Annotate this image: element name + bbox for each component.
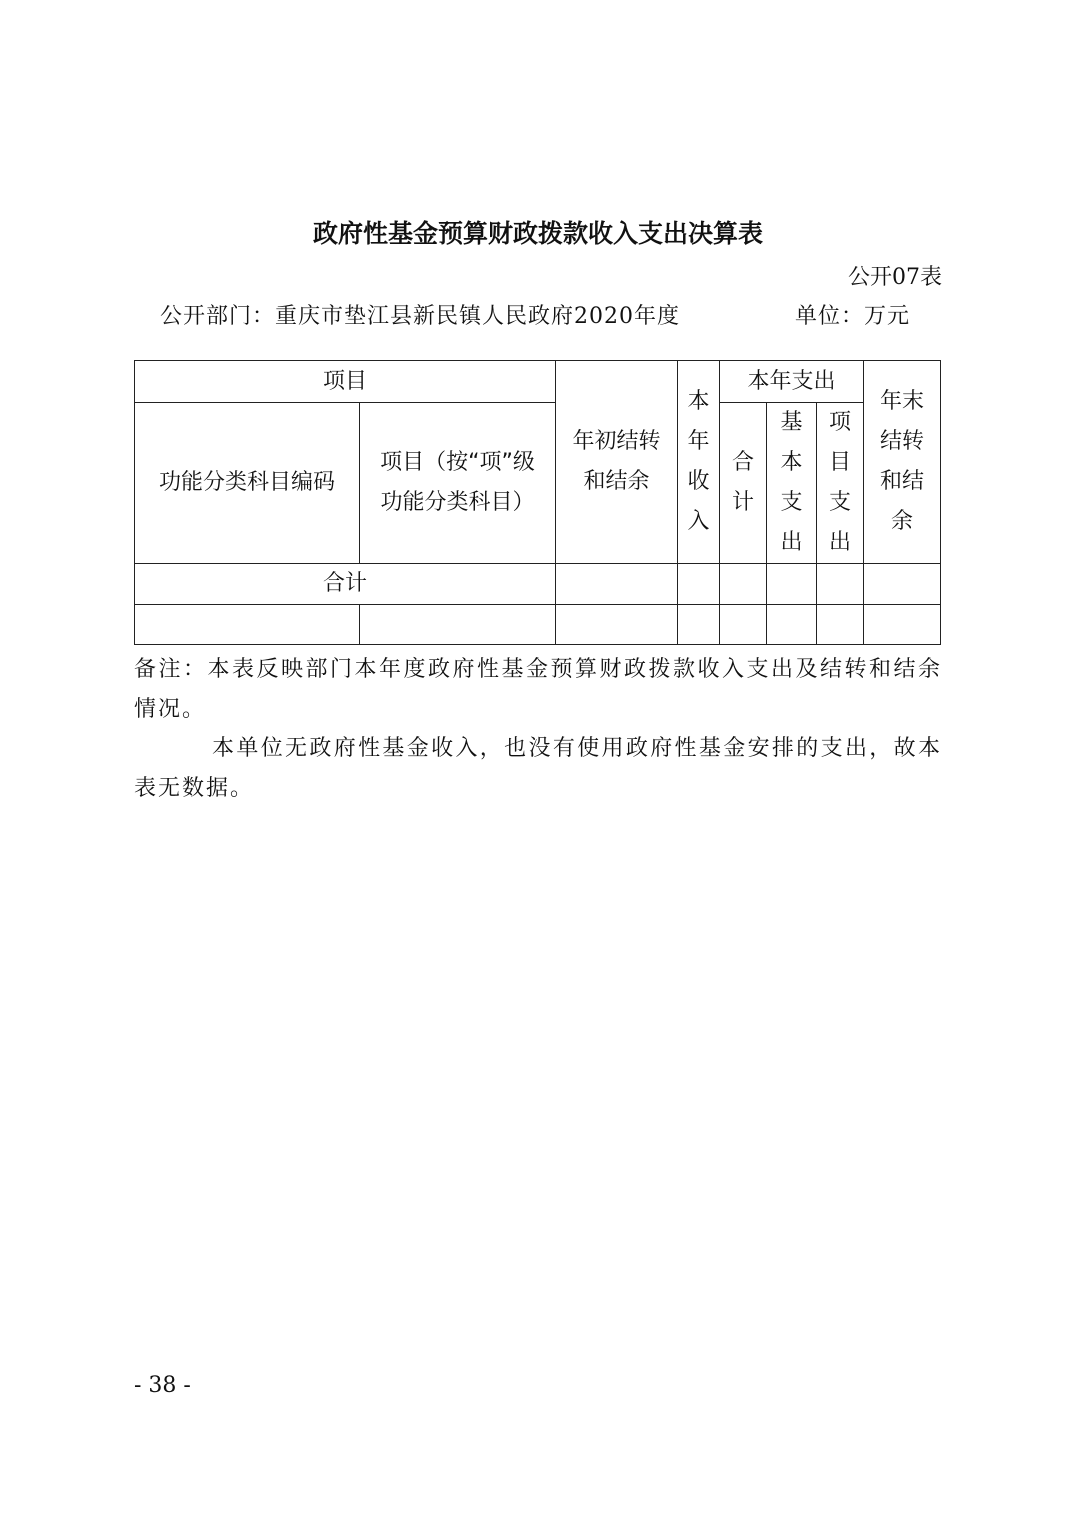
unit-label: 单位：万元 xyxy=(795,304,911,329)
total-cell xyxy=(720,564,767,605)
row-closing xyxy=(864,605,941,645)
row-opening xyxy=(556,605,678,645)
fund-table xyxy=(134,360,941,645)
department-line: 公开部门：重庆市垫江县新民镇人民政府2020年度 xyxy=(160,304,680,329)
header-closing-balance xyxy=(864,361,941,564)
row-income xyxy=(678,605,720,645)
no-data-explanation: 本单位无政府性基金收入，也没有使用政府性基金安排的支出，故本表无数据。 xyxy=(134,736,942,801)
row-code xyxy=(135,605,360,645)
total-cell xyxy=(767,564,817,605)
header-opening-balance xyxy=(556,361,678,564)
header-expense-group: 本年支出 xyxy=(720,361,864,403)
page-number: - 38 - xyxy=(134,1373,191,1398)
header-item-name xyxy=(360,403,556,564)
header-function-code: 功能分类科目编码 xyxy=(135,403,360,564)
header-expense-project-text: 项目支出 xyxy=(828,410,851,555)
total-cell xyxy=(817,564,864,605)
header-closing-balance-text: 年末结转和结余 xyxy=(879,389,924,534)
header-expense-total xyxy=(720,403,767,564)
header-item-name-text: 项目（按“项”级功能分类科目） xyxy=(380,450,535,515)
row-expense-total xyxy=(720,605,767,645)
row-expense-project xyxy=(817,605,864,645)
total-cell xyxy=(556,564,678,605)
header-expense-total-text: 合计 xyxy=(731,450,754,515)
header-expense-project xyxy=(817,403,864,564)
header-item: 项目 xyxy=(135,361,556,403)
table-note: 备注：本表反映部门本年度政府性基金预算财政拨款收入支出及结转和结余情况。 xyxy=(134,657,942,722)
header-expense-basic xyxy=(767,403,817,564)
row-name xyxy=(360,605,556,645)
page-title: 政府性基金预算财政拨款收入支出决算表 xyxy=(312,219,763,248)
total-cell xyxy=(864,564,941,605)
header-income-text: 本年收入 xyxy=(687,389,710,534)
header-income xyxy=(678,361,720,564)
row-expense-basic xyxy=(767,605,817,645)
total-row xyxy=(135,564,941,605)
total-label: 合计 xyxy=(135,564,556,605)
form-number: 公开07表 xyxy=(848,265,942,290)
header-opening-balance-text: 年初结转和结余 xyxy=(572,429,661,494)
total-cell xyxy=(678,564,720,605)
header-expense-basic-text: 基本支出 xyxy=(780,410,803,555)
table-row xyxy=(135,605,941,645)
